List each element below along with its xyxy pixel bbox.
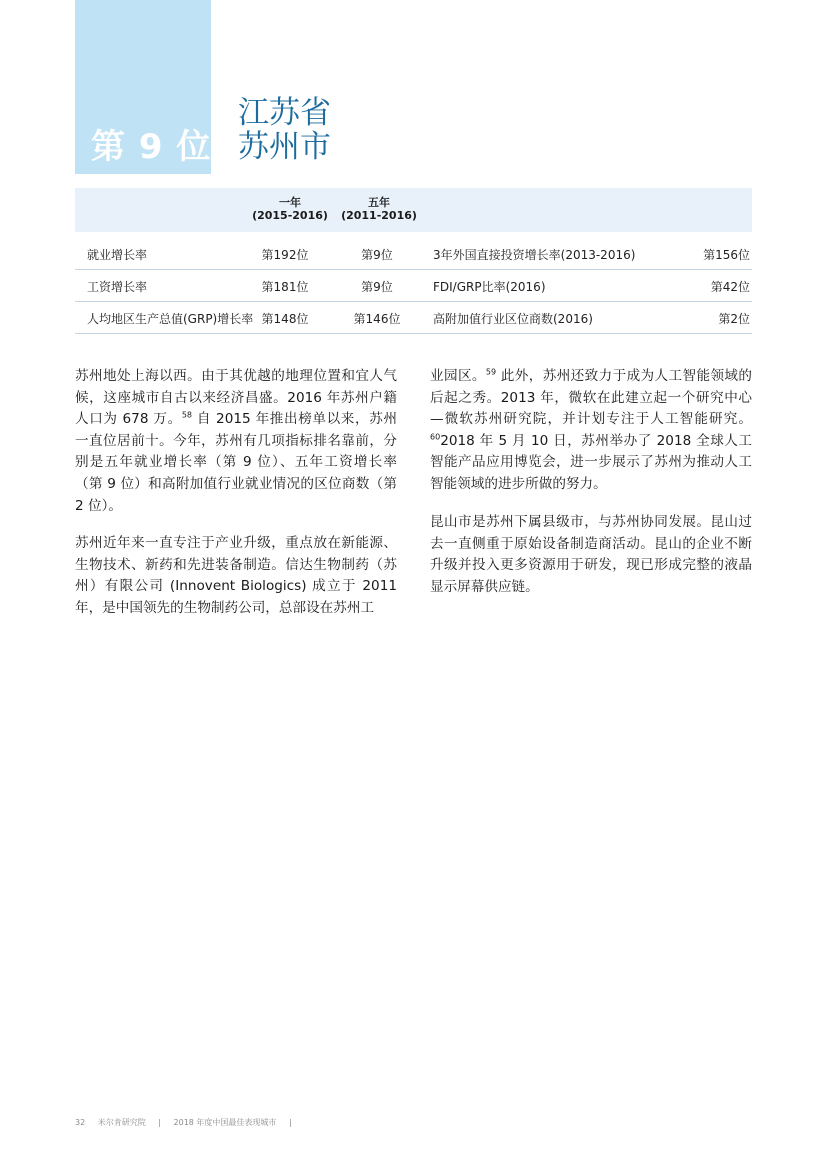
footer-separator: |: [158, 1118, 161, 1127]
paragraph-intro: [75, 366, 397, 517]
column-title: 一年: [279, 196, 301, 209]
report-title: 2018 年度中国最佳表现城市: [173, 1118, 277, 1127]
province-name: 江苏省: [238, 95, 331, 131]
five-year-rank: 第9位: [361, 248, 393, 262]
paragraph-text: 苏州地处上海以西。由于其优越的地理位置和宜人气候，这座城市自古以来经济昌盛。2016 年苏州户籍人口为 678 万。: [75, 368, 397, 428]
paragraph-kunshan: [430, 512, 752, 598]
table-header: [75, 188, 752, 232]
column-range: (2015-2016): [252, 209, 328, 222]
indicator-rank-2: 第42位: [710, 280, 750, 294]
footnote-ref: 59: [485, 367, 497, 377]
paragraph-text: 2018 年 5 月 10 日，苏州举办了 2018 全球人工智能产品应用博览会，进一步展示了苏州为推动人工智能领域的进步所做的努力。: [430, 432, 752, 492]
paragraph-text: 自 2015 年推出榜单以来，苏州一直位居前十。今年，苏州有几项指标排名靠前，分别是五年就业增长率（第 9 位）、五年工资增长率（第 9 位）和高附加值行业就业情况的区位商数（第 2 位）。: [75, 411, 397, 514]
city-name: 苏州市: [238, 129, 331, 165]
one-year-rank: 第148位: [261, 312, 309, 326]
indicator-label: 人均地区生产总值(GRP)增长率: [87, 312, 254, 326]
paragraph-text: 业园区。: [430, 368, 486, 384]
publisher-name: 米尔肯研究院: [97, 1118, 146, 1127]
column-title: 五年: [368, 196, 390, 209]
footnote-ref: 60: [430, 432, 441, 442]
indicator-label-2: 高附加值行业区位商数(2016): [433, 312, 593, 326]
table-row: [75, 269, 752, 302]
indicator-label-2: FDI/GRP比率(2016): [433, 280, 546, 294]
one-year-rank: 第181位: [261, 280, 309, 294]
rank-block: [75, 0, 211, 174]
indicator-rank-2: 第2位: [718, 312, 750, 326]
column-header-five-year: [339, 196, 419, 222]
indicator-rank-2: 第156位: [703, 248, 750, 262]
paragraph-ai: [430, 366, 752, 496]
paragraph-text: 昆山市是苏州下属县级市，与苏州协同发展。昆山过去一直侧重于原始设备制造商活动。昆山的企业不断升级并投入更多资源用于研发，现已形成完整的液晶显示屏幕供应链。: [430, 514, 752, 595]
indicator-label: 就业增长率: [87, 248, 148, 262]
page-number: 32: [75, 1118, 86, 1127]
five-year-rank: 第9位: [361, 280, 393, 294]
indicator-label: 工资增长率: [87, 280, 148, 294]
table-row: [75, 237, 752, 270]
rank-label: 第 9 位: [91, 127, 212, 167]
paragraph-text: 此外，苏州还致力于成为人工智能领域的后起之秀。2013 年，微软在此建立起一个研究中心—微软苏州研究院，并计划专注于人工智能研究。: [430, 368, 752, 428]
indicator-label-2: 3年外国直接投资增长率(2013-2016): [433, 248, 636, 262]
five-year-rank: 第146位: [353, 312, 401, 326]
page-footer: [75, 1117, 302, 1128]
paragraph-industry: [75, 533, 397, 619]
column-range: (2011-2016): [341, 209, 417, 222]
column-header-one-year: [250, 196, 330, 222]
footnote-ref: 58: [181, 410, 192, 420]
paragraph-text: 苏州近年来一直专注于产业升级，重点放在新能源、生物技术、新药和先进装备制造。信达生物制药（苏州）有限公司 (Innovent Biologics) 成立于 2011 年，是中国领先的生物制药公司，总部设在苏州工: [75, 535, 397, 616]
one-year-rank: 第192位: [261, 248, 309, 262]
table-row: [75, 301, 752, 334]
footer-separator: |: [288, 1118, 292, 1127]
city-title: [238, 96, 331, 164]
